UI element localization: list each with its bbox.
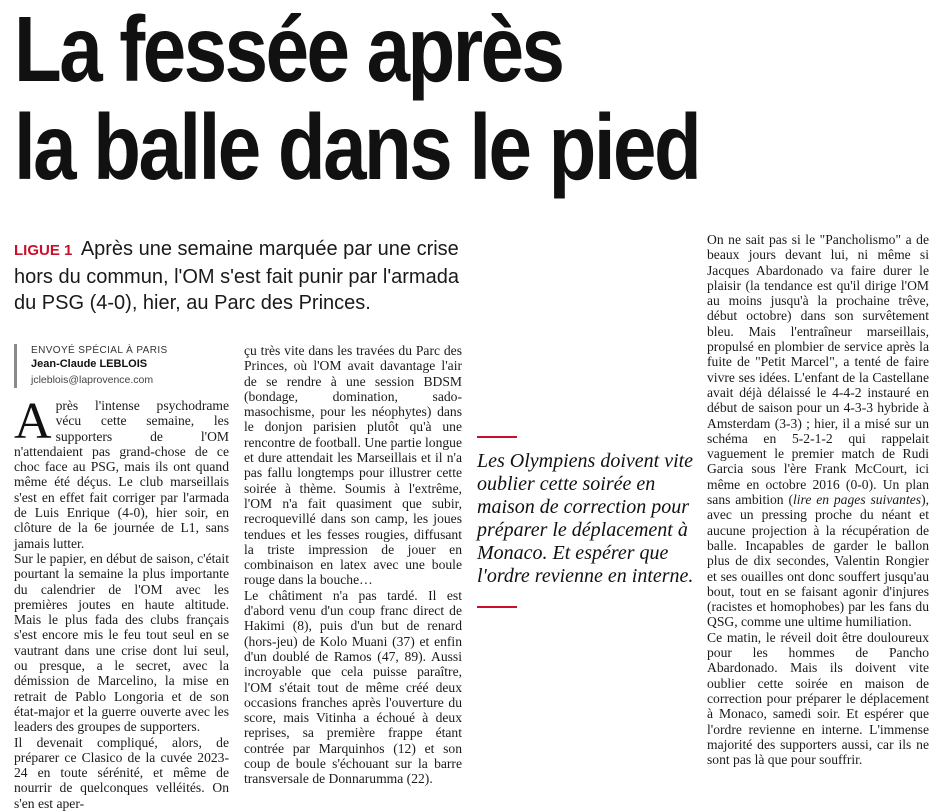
headline-line-2: la balle dans le pied [14, 95, 700, 199]
paragraph-text: On ne sait pas si le "Pancholismo" a de beaux jours devant lui, ni même si Jacques Abardonado va faire durer le plaisir (la tendance est qu'il dirige l'OM au moins jusqu'à la prochaine trêve, début octobre) dans son survêtement bleu. Mais l'entraîneur marseillais, propulsé en plombier de service après la fuite de "Petit Marcel", a tenté de faire vivre ses idées. L'enfant de la Castellane avait déjà délaissé le 4-4-2 instauré en début de saison pour un 4-3-3 hybride à Amsterdam (3-3) ; hier, il a misé sur un schéma en 5-2-1-2 qui rappelait vaguement le premier match de Rudi Garcia sous l'ère Frank McCourt, ici même en octobre 2016 (0-0). Un plan sans ambition ( [707, 232, 929, 508]
article-column-3 [707, 232, 929, 767]
pull-quote-text: Les Olympiens doivent vite oublier cette soirée en maison de correction pour préparer le déplacement à Monaco. Et espérer que l'ordre revienne en interne. [477, 450, 694, 587]
article-paragraph: çu très vite dans les travées du Parc des Princes, où l'OM avait davantage l'air de se rendre à une session BDSM (bondage, domination, sado-masochisme, pour les néophytes) dans le donjon parisien plutôt qu'à une rencontre de football. Une partie longue et dure attendait les Marseillais et il n'a pas fallu longtemps pour illustrer cette soirée à thème. Soumis à l'extrême, l'OM n'a fait quasiment que subir, recroquevillé dans son camp, les joues tendues et les fesses rougies, diffusant la triste impression de jouer en combinaison en latex avec une boule rouge dans la bouche… [244, 343, 462, 588]
drop-cap: A [14, 393, 52, 450]
article-paragraph [707, 232, 929, 630]
byline-dateline: ENVOYÉ SPÉCIAL À PARIS [31, 345, 168, 356]
article-paragraph: Ce matin, le réveil doit être douloureux pour les hommes de Pancho Abardonado. Mais ils doivent vite oublier cette soirée en maison de correction pour préparer le déplacement à Monaco, samedi soir. Et espérer que l'ordre revienne en interne. L'immense majorité des supporters aussi, car ils ne sont pas là que pour souffrir. [707, 629, 929, 768]
pull-quote-top-rule [477, 436, 517, 438]
article-paragraph: Il devenait compliqué, alors, de préparer ce Clasico de la cuvée 2023-24 en toute sérénité, et même de nourrir de quelconques velléités. On s'en est aper- [14, 734, 229, 811]
byline-email[interactable]: jcleblois@laprovence.com [31, 374, 154, 386]
headline [14, 0, 700, 199]
article-paragraph: Sur le papier, en début de saison, c'était pourtant la semaine la plus importante du calendrier de l'OM avec les premières joutes en haute altitude. Mais le plus fada des clubs français s'est encore mis le feu tout seul en se vautrant dans une crise dont lui seul, ou presque, a le secret, avec la démission de Marcelino, la mise en retrait de Pablo Longoria et de son état-major et la guerre ouverte avec les leaders des groupes de supporters. [14, 550, 229, 735]
article-column-1 [14, 393, 229, 811]
paragraph-text: ), avec un pressing proche du néant et aucune projection à la récupération de balle. Incapables de garder le ballon plus de dix secondes, Valentin Rongier et ses ouailles ont donc souffert jusqu'au bout, tout en se faisant agonir d'injures (racistes et homophobes) par les fans du QSG, comme une ultime humiliation. [707, 492, 929, 630]
byline [14, 344, 246, 388]
lead-paragraph [14, 236, 484, 316]
article-column-2 [244, 343, 462, 787]
article-paragraph: Le châtiment n'a pas tardé. Il est d'abord venu d'un coup franc direct de Hakimi (8), puis d'un but de renard (hors-jeu) de Kolo Muani (37) et enfin d'un doublé de Ramos (47, 89). Aussi incroyable que cela puisse paraître, l'OM s'était tout de même créé deux occasions franches après l'ouverture du score, mais Vitinha a échoué à deux reprises, sa première frappe étant contrée par Marquinhos (12) et son coup de boule s'échouant sur la barre transversale de Donnarumma (22). [244, 587, 462, 787]
pull-quote [477, 436, 699, 608]
lead-text: Après une semaine marquée par une crise hors du commun, l'OM s'est fait punir par l'armada du PSG (4-0), hier, au Parc des Princes. [14, 238, 459, 314]
byline-author: Jean-Claude LEBLOIS [31, 358, 148, 370]
section-label: LIGUE 1 [14, 242, 73, 259]
article-paragraph [14, 393, 229, 551]
cross-reference: lire en pages suivantes [792, 492, 922, 508]
headline-line-1: La fessée après [14, 0, 563, 101]
pull-quote-bottom-rule [477, 606, 517, 608]
paragraph-text: près l'intense psychodrame vécu cette semaine, les supporters de l'OM n'attendaient pas grand-chose de ce choc face au PSG, mais ils ont quand même été déçus. Le club marseillais s'est en effet fait corriger par l'armada de Luis Enrique (4-0), hier soir, en clôture de la 6e journée de L1, sans jamais lutter. [14, 398, 229, 551]
